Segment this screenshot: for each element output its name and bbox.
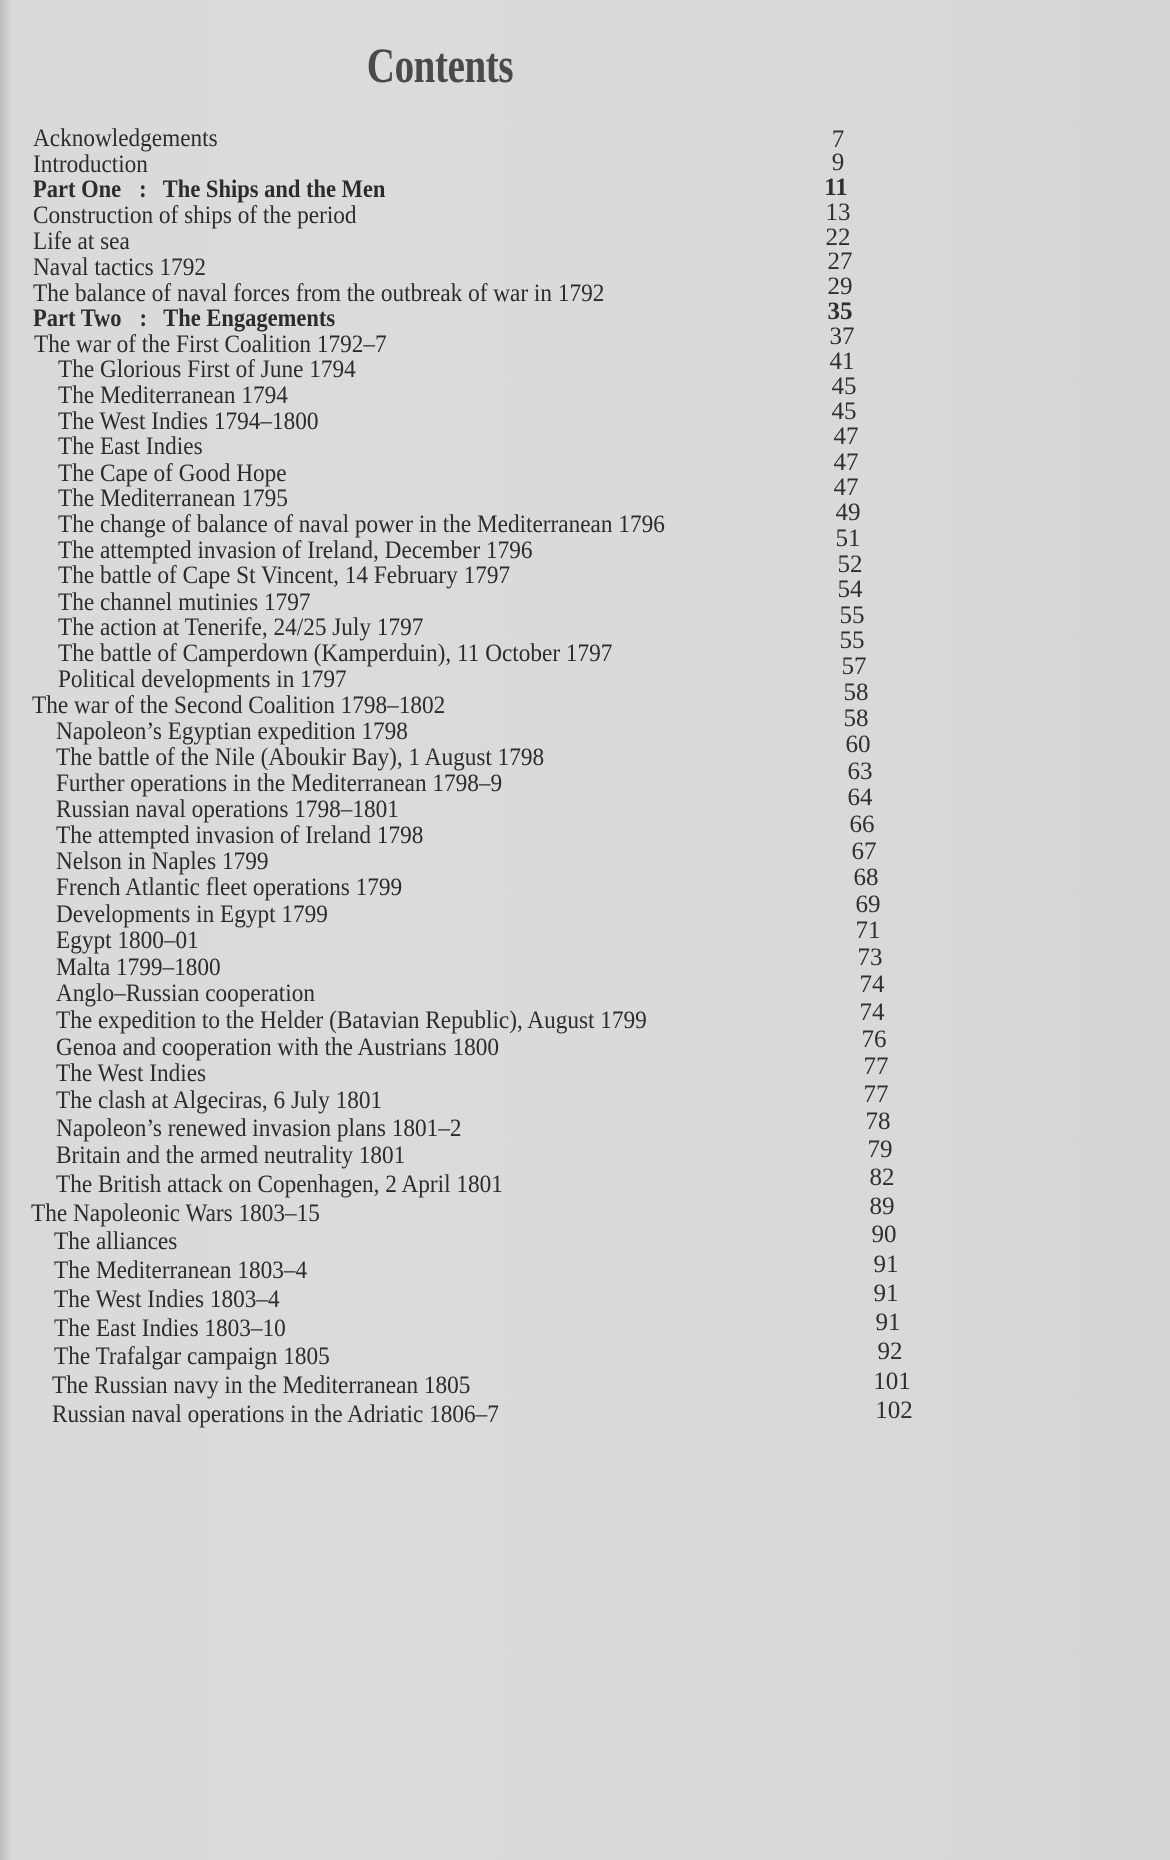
toc-section: The battle of Cape St Vincent, 14 February 1797 [58, 562, 511, 589]
toc-section: The Russian navy in the Mediterranean 1805 [52, 1372, 471, 1399]
toc-page-number: 71 [855, 917, 881, 944]
toc-section: The West Indies 1803–4 [54, 1286, 280, 1313]
toc-page-number: 55 [839, 602, 865, 629]
toc-chapter: Construction of ships of the period [33, 202, 357, 229]
toc-section: The Mediterranean 1795 [58, 485, 288, 512]
toc-section: Egypt 1800–01 [56, 927, 199, 954]
toc-section: The British attack on Copenhagen, 2 April 1801 [56, 1171, 503, 1198]
part-label: Part One [33, 176, 122, 203]
toc-page-number: 91 [875, 1309, 901, 1336]
page-title: Contents [366, 37, 514, 93]
toc-chapter: The balance of naval forces from the outbreak of war in 1792 [33, 280, 605, 307]
toc-section: Russian naval operations in the Adriatic 1806–7 [52, 1401, 499, 1428]
toc-section: The East Indies [58, 433, 203, 460]
toc-section: The channel mutinies 1797 [58, 589, 311, 616]
toc-section: The West Indies 1794–1800 [58, 408, 319, 435]
toc-part-heading [33, 306, 335, 331]
toc-section: Anglo–Russian cooperation [56, 980, 315, 1007]
toc-page-number: 77 [863, 1081, 889, 1108]
toc-page-number: 76 [861, 1026, 887, 1053]
toc-section: The West Indies [56, 1060, 207, 1087]
toc-section: Napoleon’s Egyptian expedition 1798 [56, 718, 408, 745]
toc-page-number: 91 [873, 1280, 899, 1307]
toc-chapter: Acknowledgements [33, 125, 218, 152]
toc-page-number: 27 [827, 248, 853, 275]
toc-page-number: 29 [827, 273, 853, 300]
toc-section: The East Indies 1803–10 [54, 1315, 286, 1342]
toc-page-number: 68 [853, 864, 879, 891]
toc-chapter: Naval tactics 1792 [33, 254, 207, 281]
toc-section: Nelson in Naples 1799 [56, 848, 269, 875]
toc-page-number: 78 [865, 1108, 891, 1135]
toc-page-number: 69 [855, 891, 881, 918]
toc-section: Russian naval operations 1798–1801 [56, 796, 399, 823]
toc-page-number: 54 [837, 576, 863, 603]
toc-part-heading [33, 177, 385, 202]
toc-page-number: 45 [831, 398, 857, 425]
toc-page-number: 9 [831, 149, 845, 176]
toc-chapter: Introduction [33, 151, 148, 178]
toc-section: The battle of the Nile (Aboukir Bay), 1 August 1798 [56, 744, 545, 771]
toc-section: The Mediterranean 1794 [58, 382, 288, 409]
toc-page-number: 91 [873, 1251, 899, 1278]
toc-page-number: 49 [835, 499, 861, 526]
toc-section: Napoleon’s renewed invasion plans 1801–2 [56, 1115, 462, 1142]
toc-page-number: 57 [841, 653, 867, 680]
part-title: The Engagements [163, 305, 336, 332]
toc-page-number: 102 [875, 1397, 913, 1424]
toc-page-number: 13 [825, 199, 851, 226]
toc-page-number: 47 [833, 423, 859, 450]
toc-section: The Mediterranean 1803–4 [54, 1257, 308, 1284]
toc-page-number: 79 [867, 1136, 893, 1163]
toc-section: The battle of Camperdown (Kamperduin), 11 October 1797 [58, 640, 613, 667]
toc-section: Developments in Egypt 1799 [56, 901, 328, 928]
toc-page-number: 47 [833, 474, 859, 501]
toc-page-number: 55 [839, 627, 865, 654]
toc-section: The attempted invasion of Ireland 1798 [56, 822, 424, 849]
toc-page-number: 22 [825, 224, 851, 251]
toc-section: Further operations in the Mediterranean 1798–9 [56, 770, 503, 797]
toc-chapter: The Napoleonic Wars 1803–15 [31, 1200, 320, 1227]
part-separator: : [139, 305, 148, 332]
toc-section: Britain and the armed neutrality 1801 [56, 1142, 406, 1169]
toc-page-number: 74 [859, 999, 885, 1026]
toc-page-number: 67 [851, 838, 877, 865]
toc-chapter: The war of the First Coalition 1792–7 [34, 331, 387, 358]
toc-page-number: 92 [877, 1338, 903, 1365]
toc-section: Genoa and cooperation with the Austrians 1800 [56, 1034, 499, 1061]
toc-page-number: 37 [829, 323, 855, 350]
toc-section: The action at Tenerife, 24/25 July 1797 [58, 614, 424, 641]
toc-page-number: 58 [843, 705, 869, 732]
toc-chapter: The war of the Second Coalition 1798–1802 [32, 692, 446, 719]
toc-section: The Cape of Good Hope [58, 460, 287, 487]
toc-section: The alliances [54, 1228, 178, 1255]
toc-section: French Atlantic fleet operations 1799 [56, 874, 403, 901]
toc-page-number: 63 [847, 758, 873, 785]
toc-section: The clash at Algeciras, 6 July 1801 [56, 1087, 383, 1114]
toc-section: The change of balance of naval power in the Mediterranean 1796 [58, 511, 665, 538]
part-title: The Ships and the Men [162, 176, 386, 203]
toc-page-number: 7 [831, 126, 845, 153]
toc-page-number: 73 [857, 944, 883, 971]
toc-section: Political developments in 1797 [58, 666, 347, 693]
toc-page-number: 101 [873, 1368, 911, 1395]
toc-page-number: 74 [859, 971, 885, 998]
toc-page-number: 60 [845, 731, 871, 758]
toc-page-number: 51 [835, 525, 861, 552]
toc-page-number: 35 [827, 298, 853, 325]
toc-chapter: Life at sea [33, 228, 130, 255]
toc-section: The expedition to the Helder (Batavian Republic), August 1799 [56, 1007, 647, 1034]
toc-page-number: 90 [871, 1221, 897, 1248]
toc-page-number: 66 [849, 811, 875, 838]
toc-section: Malta 1799–1800 [56, 954, 221, 981]
toc-page-number: 47 [833, 449, 859, 476]
toc-section: The Glorious First of June 1794 [58, 356, 356, 383]
part-separator: : [139, 176, 147, 203]
page-edge-shadow [0, 0, 10, 1860]
toc-page-number: 45 [831, 373, 857, 400]
toc-page-number: 52 [837, 551, 863, 578]
toc-page-number: 77 [863, 1053, 889, 1080]
toc-page-number: 41 [829, 348, 855, 375]
toc-page-number: 82 [869, 1164, 895, 1191]
part-label: Part Two [33, 305, 122, 332]
toc-section: The Trafalgar campaign 1805 [54, 1343, 330, 1370]
toc-section: The attempted invasion of Ireland, December 1796 [58, 537, 533, 564]
toc-page-number: 64 [847, 784, 873, 811]
toc-page-number: 58 [843, 679, 869, 706]
toc-page-number: 89 [869, 1193, 895, 1220]
toc-page-number: 11 [824, 174, 848, 201]
